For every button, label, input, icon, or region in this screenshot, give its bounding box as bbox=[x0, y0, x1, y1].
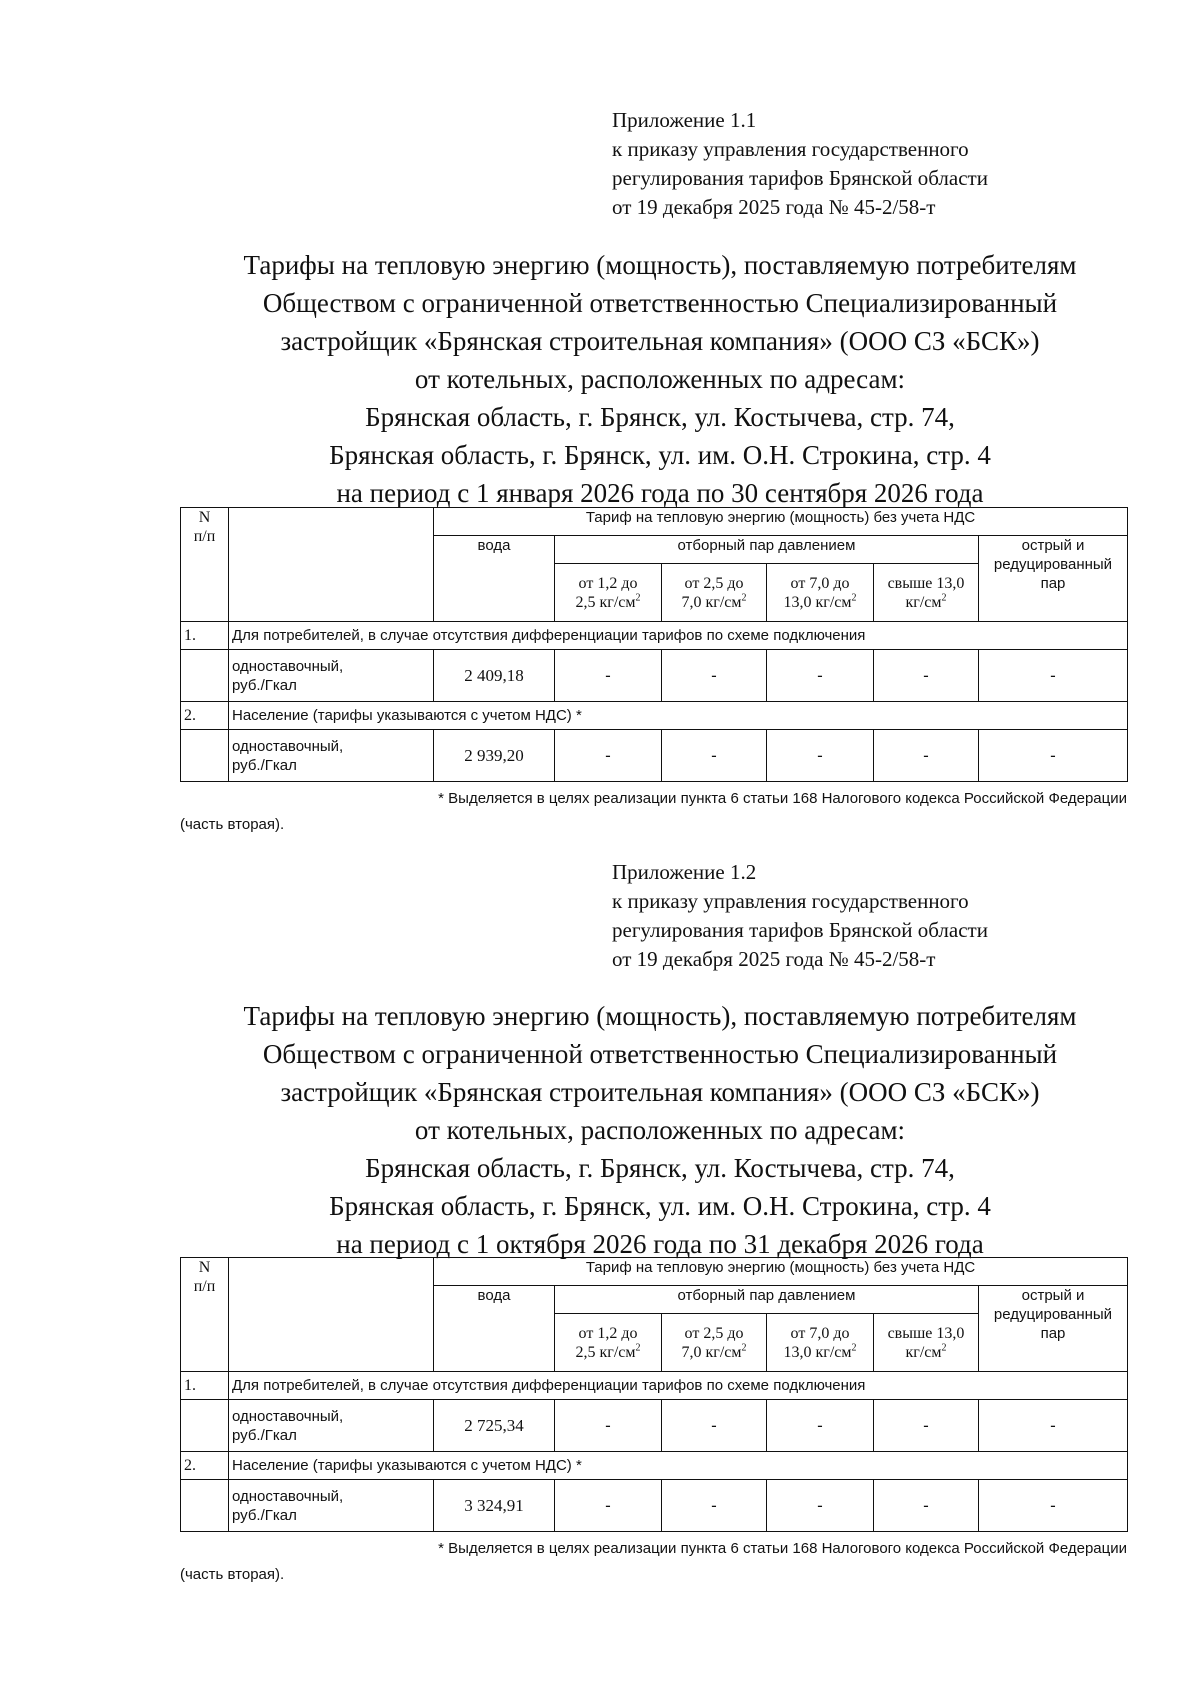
title-line: застройщик «Брянская строительная компания» (ООО СЗ «БСК») bbox=[280, 1077, 1040, 1107]
title-period: на период с 1 января 2026 года по 30 сентября 2026 года bbox=[336, 478, 984, 508]
col-name-header bbox=[229, 508, 434, 622]
sharp-steam-header: острый и редуцированный пар bbox=[979, 536, 1128, 622]
footnote-line: * Выделяется в целях реализации пункта 6 статьи 168 Налогового кодекса Российской Федерации bbox=[438, 790, 1127, 807]
tariff-value: - bbox=[662, 650, 767, 702]
title-line: Брянская область, г. Брянск, ул. Костычева, стр. 74, bbox=[365, 1153, 955, 1183]
tariff-value: - bbox=[662, 730, 767, 782]
row-label: одноставочный, руб./Гкал bbox=[229, 1480, 434, 1532]
section-label: Население (тарифы указываются с учетом НДС) * bbox=[229, 1452, 1128, 1480]
table-row bbox=[181, 1480, 1128, 1532]
section-number: 2. bbox=[181, 1452, 229, 1480]
title-line: от котельных, расположенных по адресам: bbox=[414, 364, 906, 394]
title-line: Обществом с ограниченной ответственностью Специализированный bbox=[262, 288, 1058, 318]
steam-group-header: отборный пар давлением bbox=[555, 1286, 979, 1314]
footnote-line: * Выделяется в целях реализации пункта 6 статьи 168 Налогового кодекса Российской Федерации bbox=[438, 1540, 1127, 1557]
steam-col-header: от 2,5 до 7,0 $кг/см^2$ bbox=[662, 564, 767, 622]
col-number-header: N п/п bbox=[181, 508, 229, 622]
water-header: вода bbox=[434, 536, 555, 622]
title-period: на период с 1 октября 2026 года по 31 декабря 2026 года bbox=[336, 1229, 984, 1259]
tariff-value: - bbox=[979, 650, 1128, 702]
table-row bbox=[181, 730, 1128, 782]
title-line: Тарифы на тепловую энергию (мощность), поставляемую потребителям bbox=[243, 250, 1077, 280]
section-number: 2. bbox=[181, 702, 229, 730]
appendix-header bbox=[612, 858, 1172, 974]
table-row bbox=[181, 650, 1128, 702]
tariff-value: - bbox=[979, 1480, 1128, 1532]
title-line: Брянская область, г. Брянск, ул. им. О.Н. Строкина, стр. 4 bbox=[329, 1191, 991, 1221]
tariff-value: - bbox=[767, 650, 874, 702]
footnote bbox=[180, 786, 1127, 838]
tariff-header: Тариф на тепловую энергию (мощность) без учета НДС bbox=[434, 1258, 1128, 1286]
title-line: Обществом с ограниченной ответственностью Специализированный bbox=[262, 1039, 1058, 1069]
appendix-order-line: к приказу управления государственного bbox=[612, 137, 969, 161]
steam-col-header: от 1,2 до 2,5 $кг/см^2$ bbox=[555, 564, 662, 622]
document-title bbox=[180, 246, 1140, 512]
table-row bbox=[181, 1452, 1128, 1480]
title-line: Брянская область, г. Брянск, ул. Костычева, стр. 74, bbox=[365, 402, 955, 432]
water-tariff-value: 2 725,34 bbox=[434, 1400, 555, 1452]
water-tariff-value: 2 939,20 bbox=[434, 730, 555, 782]
table-row bbox=[181, 622, 1128, 650]
footnote-line: (часть вторая). bbox=[180, 816, 285, 833]
tariff-value: - bbox=[874, 1400, 979, 1452]
water-tariff-value: 2 409,18 bbox=[434, 650, 555, 702]
tariff-value: - bbox=[979, 730, 1128, 782]
empty-cell bbox=[181, 730, 229, 782]
tariff-value: - bbox=[555, 650, 662, 702]
footnote-line: (часть вторая). bbox=[180, 1566, 285, 1583]
row-label: одноставочный, руб./Гкал bbox=[229, 1400, 434, 1452]
appendix-number: Приложение 1.1 bbox=[612, 108, 757, 132]
col-name-header bbox=[229, 1258, 434, 1372]
empty-cell bbox=[181, 650, 229, 702]
water-tariff-value: 3 324,91 bbox=[434, 1480, 555, 1532]
col-number-header: N п/п bbox=[181, 1258, 229, 1372]
title-line: застройщик «Брянская строительная компания» (ООО СЗ «БСК») bbox=[280, 326, 1040, 356]
tariff-value: - bbox=[662, 1400, 767, 1452]
footnote bbox=[180, 1536, 1127, 1588]
title-line: Брянская область, г. Брянск, ул. им. О.Н. Строкина, стр. 4 bbox=[329, 440, 991, 470]
tariff-value: - bbox=[555, 1400, 662, 1452]
steam-col-header: от 7,0 до 13,0 $кг/см^2$ bbox=[767, 1314, 874, 1372]
tariff-value: - bbox=[874, 730, 979, 782]
tariff-value: - bbox=[555, 1480, 662, 1532]
sharp-steam-header: острый и редуцированный пар bbox=[979, 1286, 1128, 1372]
section-label: Население (тарифы указываются с учетом НДС) * bbox=[229, 702, 1128, 730]
appendix-order-line: регулирования тарифов Брянской области bbox=[612, 918, 988, 942]
tariff-value: - bbox=[555, 730, 662, 782]
empty-cell bbox=[181, 1400, 229, 1452]
appendix-order-line: к приказу управления государственного bbox=[612, 889, 969, 913]
steam-group-header: отборный пар давлением bbox=[555, 536, 979, 564]
row-label: одноставочный, руб./Гкал bbox=[229, 650, 434, 702]
steam-col-header: от 7,0 до 13,0 $кг/см^2$ bbox=[767, 564, 874, 622]
tariff-value: - bbox=[767, 730, 874, 782]
section-label: Для потребителей, в случае отсутствия дифференциации тарифов по схеме подключения bbox=[229, 622, 1128, 650]
tariff-value: - bbox=[874, 650, 979, 702]
tariff-value: - bbox=[662, 1480, 767, 1532]
tariff-value: - bbox=[874, 1480, 979, 1532]
title-line: от котельных, расположенных по адресам: bbox=[414, 1115, 906, 1145]
tariff-header: Тариф на тепловую энергию (мощность) без учета НДС bbox=[434, 508, 1128, 536]
table-row bbox=[181, 1372, 1128, 1400]
table-row bbox=[181, 702, 1128, 730]
steam-col-header: от 1,2 до 2,5 $кг/см^2$ bbox=[555, 1314, 662, 1372]
row-label: одноставочный, руб./Гкал bbox=[229, 730, 434, 782]
section-number: 1. bbox=[181, 622, 229, 650]
document-title bbox=[180, 997, 1140, 1263]
empty-cell bbox=[181, 1480, 229, 1532]
appendix-order-line: регулирования тарифов Брянской области bbox=[612, 166, 988, 190]
title-line: Тарифы на тепловую энергию (мощность), поставляемую потребителям bbox=[243, 1001, 1077, 1031]
steam-col-header: свыше 13,0 $кг/см^2$ bbox=[874, 564, 979, 622]
appendix-number: Приложение 1.2 bbox=[612, 860, 757, 884]
section-number: 1. bbox=[181, 1372, 229, 1400]
appendix-order-date: от 19 декабря 2025 года № 45-2/58-т bbox=[612, 195, 936, 219]
steam-col-header: свыше 13,0 $кг/см^2$ bbox=[874, 1314, 979, 1372]
tariff-value: - bbox=[979, 1400, 1128, 1452]
section-label: Для потребителей, в случае отсутствия дифференциации тарифов по схеме подключения bbox=[229, 1372, 1128, 1400]
tariff-table bbox=[180, 1257, 1128, 1532]
tariff-value: - bbox=[767, 1480, 874, 1532]
table-row bbox=[181, 1400, 1128, 1452]
tariff-value: - bbox=[767, 1400, 874, 1452]
steam-col-header: от 2,5 до 7,0 $кг/см^2$ bbox=[662, 1314, 767, 1372]
appendix-order-date: от 19 декабря 2025 года № 45-2/58-т bbox=[612, 947, 936, 971]
water-header: вода bbox=[434, 1286, 555, 1372]
tariff-table bbox=[180, 507, 1128, 782]
appendix-header bbox=[612, 106, 1172, 222]
